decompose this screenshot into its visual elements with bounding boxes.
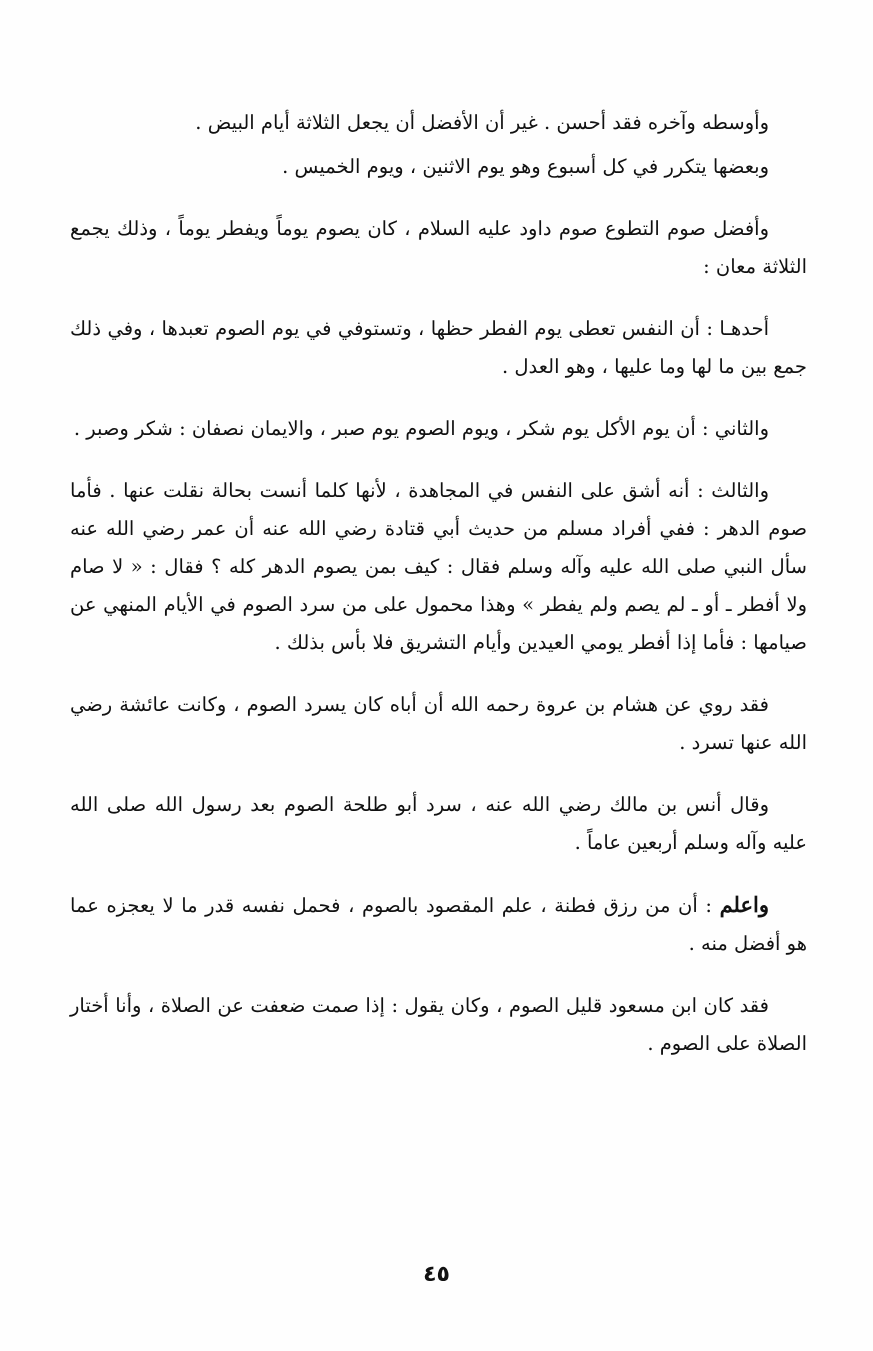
- paragraph-6: [70, 472, 807, 662]
- paragraph-text: أنه أشق على النفس في المجاهدة ، لأنها كلما أنست بحالة نقلت عنها . فأما صوم الدهر : ففي أفراد مسلم من حديث أبي قتادة رضي الله عنه أن عمر رضي الله عنه سأل النبي صلى الله عليه وآله وسلم فقال : كيف بمن يصوم الدهر كله ؟ فقال : « لا صام ولا أفطر ـ أو ـ لم يصم ولم يفطر » وهذا محمول على من سرد الصوم في الأيام المنهي عن صيامها : فأما إذا أفطر يومي العيدين وأيام التشريق فلا بأس بذلك .: [70, 479, 807, 654]
- page-number: ٤٥: [423, 1262, 450, 1287]
- paragraph-text: وقال أنس بن مالك رضي الله عنه ، سرد أبو طلحة الصوم بعد رسول الله صلى الله عليه وآله وسلم أربعين عاماً .: [70, 793, 807, 854]
- paragraph-2: [70, 148, 807, 186]
- paragraph-lead: أحدهـا :: [706, 317, 769, 340]
- paragraph-5: [70, 410, 807, 448]
- paragraph-8: [70, 786, 807, 862]
- paragraph-lead: والثاني :: [701, 417, 769, 440]
- paragraph-text: وأوسطه وآخره فقد أحسن . غير أن الأفضل أن يجعل الثلاثة أيام البيض .: [195, 111, 769, 134]
- paragraph-text: أن النفس تعطى يوم الفطر حظها ، وتستوفي في يوم الصوم تعبدها ، وفي ذلك جمع بين ما لها وما عليها ، وهو العدل .: [70, 317, 807, 378]
- page-body: [70, 104, 807, 1063]
- paragraph-10: [70, 987, 807, 1063]
- paragraph-7: [70, 686, 807, 762]
- paragraph-text: وبعضها يتكرر في كل أسبوع وهو يوم الاثنين ، ويوم الخميس .: [282, 155, 769, 178]
- paragraph-text: أن يوم الأكل يوم شكر ، ويوم الصوم يوم صبر ، والايمان نصفان : شكر وصبر .: [73, 417, 702, 440]
- paragraph-3: [70, 210, 807, 286]
- paragraph-lead: واعلم: [719, 892, 769, 917]
- paragraph-1: [70, 104, 807, 142]
- paragraph-text: فقد روي عن هشام بن عروة رحمه الله أن أباه كان يسرد الصوم ، وكانت عائشة رضي الله عنها تسرد .: [70, 693, 807, 754]
- paragraph-9: [70, 886, 807, 963]
- paragraph-text: وأفضل صوم التطوع صوم داود عليه السلام ، كان يصوم يوماً ويفطر يوماً ، وذلك يجمع الثلاثة معان :: [70, 217, 807, 278]
- paragraph-text: : أن من رزق فطنة ، علم المقصود بالصوم ، فحمل نفسه قدر ما لا يعجزه عما هو أفضل منه .: [70, 894, 807, 955]
- paragraph-text: فقد كان ابن مسعود قليل الصوم ، وكان يقول : إذا صمت ضعفت عن الصلاة ، وأنا أختار الصلاة على الصوم .: [70, 994, 807, 1055]
- paragraph-4: [70, 310, 807, 386]
- paragraph-lead: والثالث :: [697, 479, 769, 502]
